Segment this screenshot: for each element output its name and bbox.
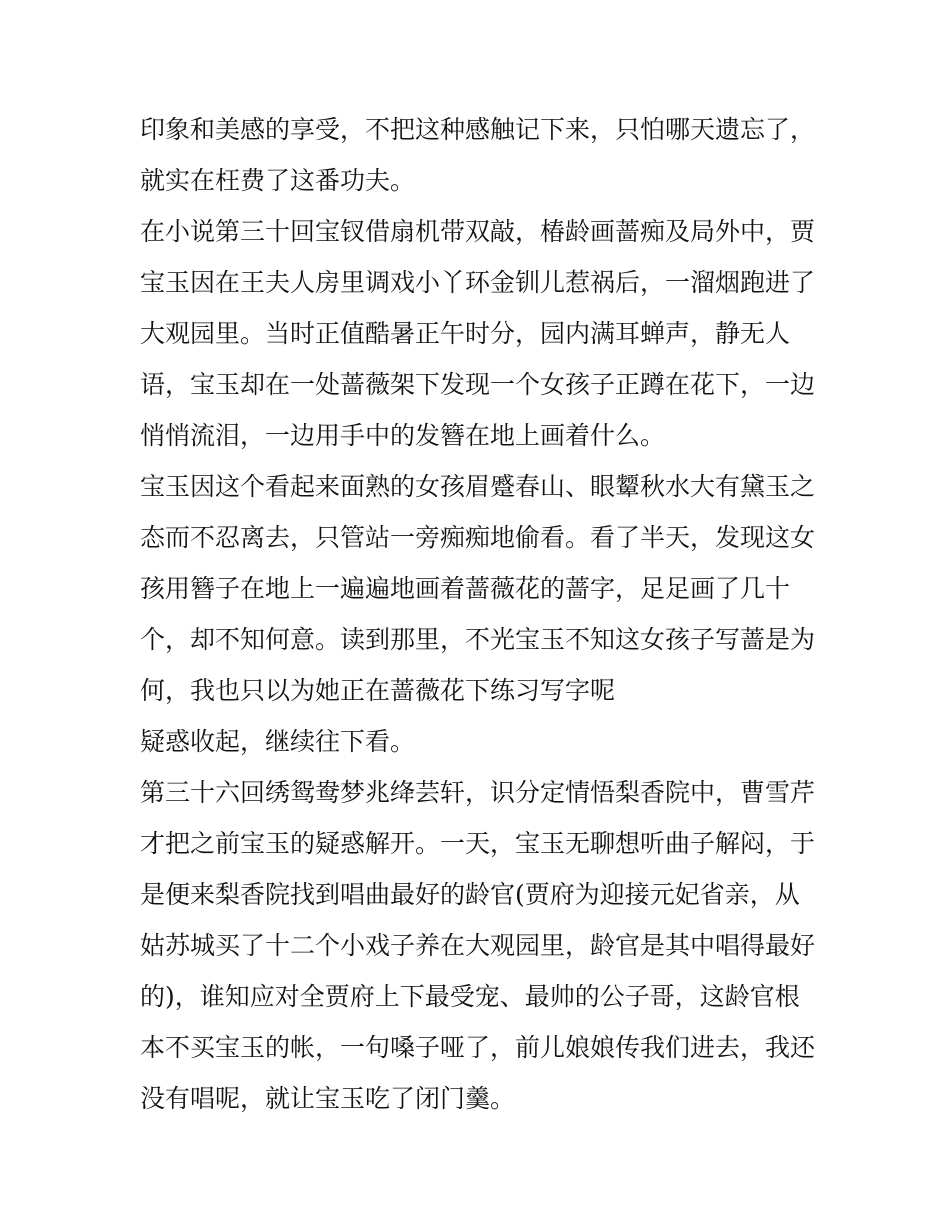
text-line: 姑苏城买了十二个小戏子养在大观园里，龄官是其中唱得最好 [140,931,816,960]
text-line: 印象和美感的享受，不把这种感触记下来，只怕哪天遗忘了， [140,115,816,144]
text-line: 个，却不知何意。读到那里，不光宝玉不知这女孩子写蔷是为 [140,625,816,654]
text-line: 第三十六回绣鸳鸯梦兆绛芸轩，识分定情悟梨香院中，曹雪芹 [140,778,816,807]
text-line: 宝玉因在王夫人房里调戏小丫环金钏儿惹祸后，一溜烟跑进了 [140,268,816,297]
text-line: 没有唱呢，就让宝玉吃了闭门羹。 [140,1084,516,1113]
text-line: 何，我也只以为她正在蔷薇花下练习写字呢 [140,676,616,705]
text-line: 态而不忍离去，只管站一旁痴痴地偷看。看了半天，发现这女 [140,523,816,552]
text-line: 悄悄流泪，一边用手中的发簪在地上画着什么。 [140,421,666,450]
text-line: 才把之前宝玉的疑惑解开。一天，宝玉无聊想听曲子解闷，于 [140,829,816,858]
text-line: 宝玉因这个看起来面熟的女孩眉蹙春山、眼颦秋水大有黛玉之 [140,472,816,501]
body-text [140,104,820,1124]
text-line: 孩用簪子在地上一遍遍地画着蔷薇花的蔷字，足足画了几十 [140,574,791,603]
text-line: 就实在枉费了这番功夫。 [140,166,416,195]
text-line: 大观园里。当时正值酷暑正午时分，园内满耳蝉声，静无人 [140,319,791,348]
text-line: 在小说第三十回宝钗借扇机带双敲，椿龄画蔷痴及局外中，贾 [140,217,816,246]
text-line: 语，宝玉却在一处蔷薇架下发现一个女孩子正蹲在花下，一边 [140,370,816,399]
text-line: 疑惑收起，继续往下看。 [140,727,416,756]
text-line: 本不买宝玉的帐，一句嗓子哑了，前儿娘娘传我们进去，我还 [140,1033,816,1062]
text-line: 的)，谁知应对全贾府上下最受宠、最帅的公子哥，这龄官根 [140,982,800,1011]
text-line: 是便来梨香院找到唱曲最好的龄官(贾府为迎接元妃省亲，从 [140,880,800,909]
